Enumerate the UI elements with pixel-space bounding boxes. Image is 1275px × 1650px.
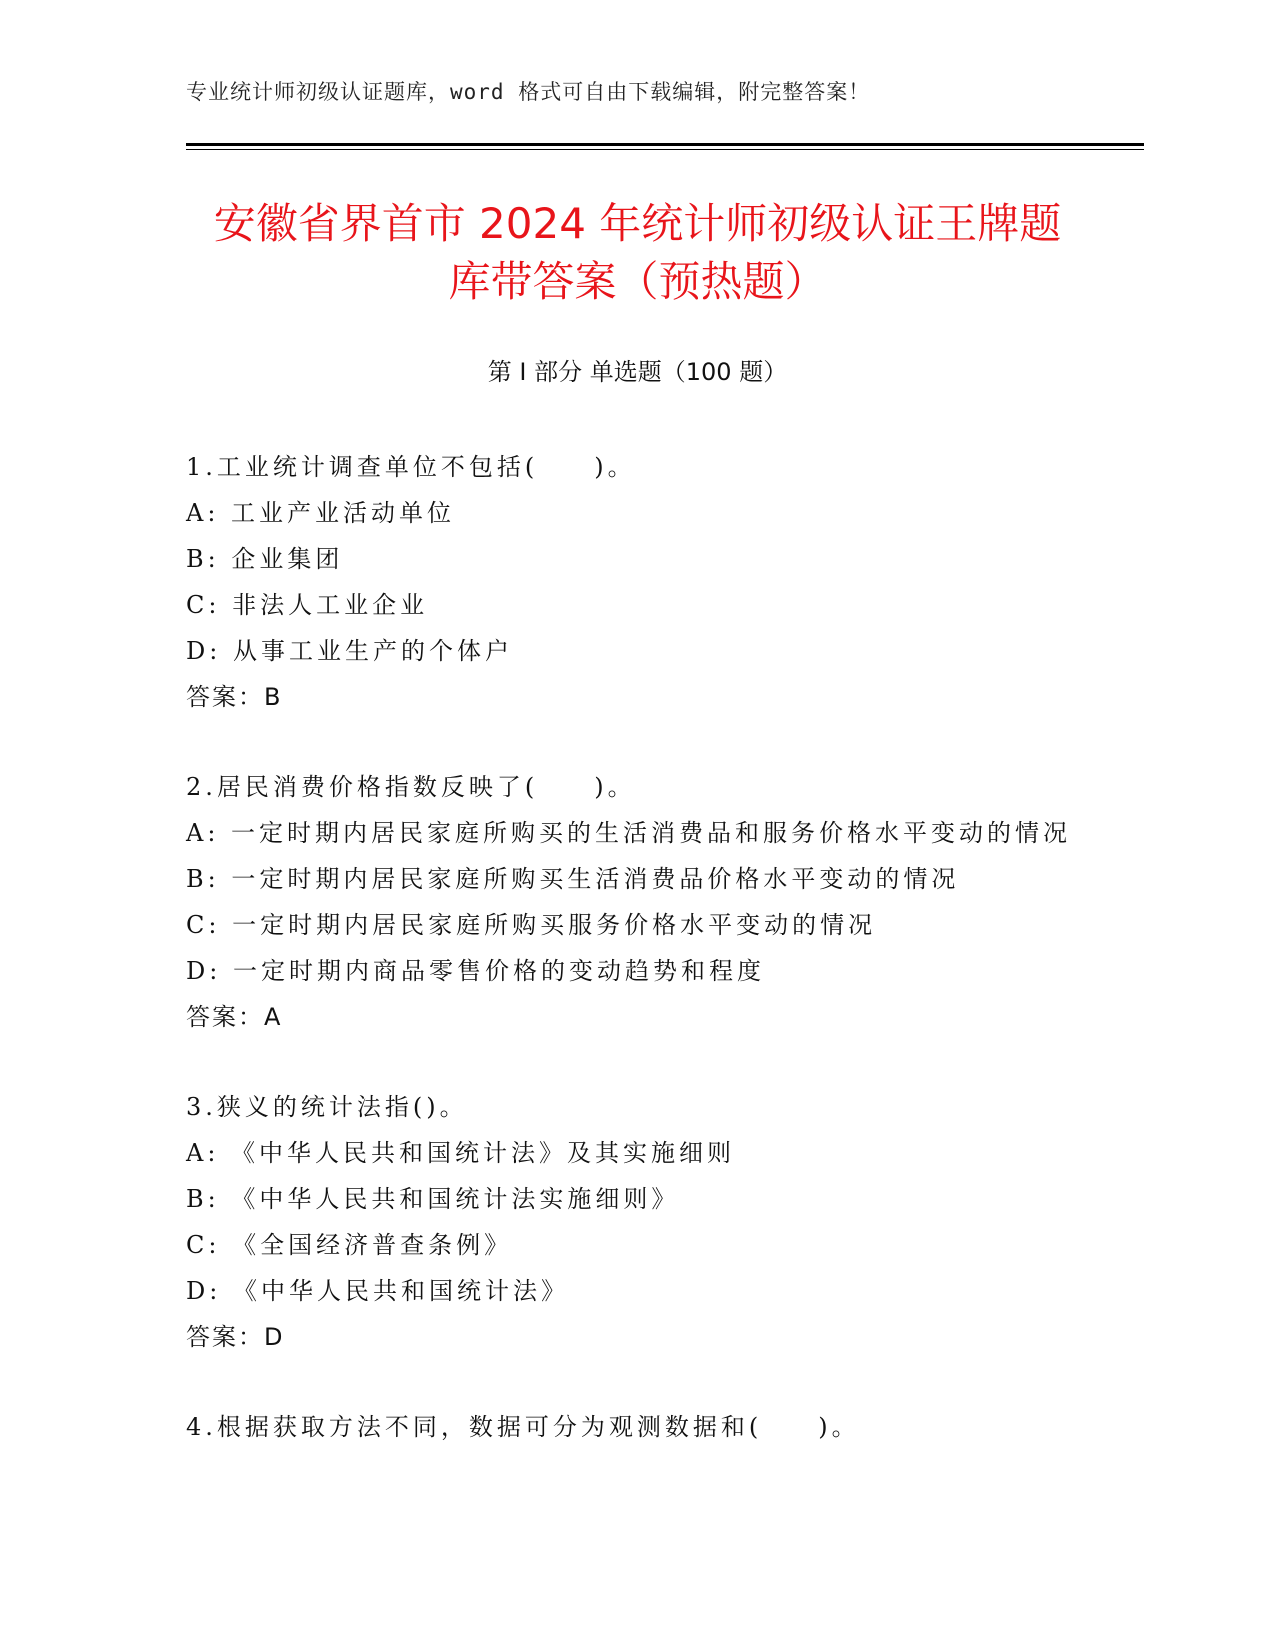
option-b: B: 《中华人民共和国统计法实施细则》 bbox=[186, 1185, 680, 1213]
header-note: 专业统计师初级认证题库，word 格式可自由下载编辑，附完整答案！ bbox=[186, 80, 871, 104]
option-d: D: 《中华人民共和国统计法》 bbox=[186, 1277, 569, 1305]
section-title: 第 I 部分 单选题（100 题） bbox=[487, 358, 788, 386]
option-b: B: 企业集团 bbox=[186, 545, 344, 573]
question-stem: 4.根据获取方法不同，数据可分为观测数据和( )。 bbox=[186, 1413, 860, 1441]
document-title bbox=[150, 195, 1125, 311]
option-b: B: 一定时期内居民家庭所购买生活消费品价格水平变动的情况 bbox=[186, 865, 960, 893]
header-divider-thin bbox=[186, 149, 1144, 150]
option-c: C: 非法人工业企业 bbox=[186, 591, 429, 619]
question-3 bbox=[186, 1084, 1086, 1360]
document-title-line-1: 安徽省界首市 2024 年统计师初级认证王牌题 bbox=[213, 199, 1062, 248]
option-a: A: 工业产业活动单位 bbox=[186, 499, 456, 527]
question-list bbox=[186, 444, 1086, 1494]
question-stem: 1.工业统计调查单位不包括( )。 bbox=[186, 453, 636, 481]
option-a: A: 《中华人民共和国统计法》及其实施细则 bbox=[186, 1139, 736, 1167]
question-2 bbox=[186, 764, 1086, 1040]
answer: 答案：D bbox=[186, 1323, 285, 1351]
document-title-line-2: 库带答案（预热题） bbox=[448, 257, 827, 306]
option-d: D: 一定时期内商品零售价格的变动趋势和程度 bbox=[186, 957, 765, 985]
question-4 bbox=[186, 1404, 1086, 1450]
option-c: C: 《全国经济普查条例》 bbox=[186, 1231, 513, 1259]
option-a: A: 一定时期内居民家庭所购买的生活消费品和服务价格水平变动的情况 bbox=[186, 819, 1072, 847]
answer: 答案：B bbox=[186, 683, 283, 711]
question-stem: 3.狭义的统计法指()。 bbox=[186, 1093, 468, 1121]
question-1 bbox=[186, 444, 1086, 720]
answer: 答案：A bbox=[186, 1003, 283, 1031]
option-d: D: 从事工业生产的个体户 bbox=[186, 637, 513, 665]
header-divider-thick bbox=[186, 143, 1144, 146]
option-c: C: 一定时期内居民家庭所购买服务价格水平变动的情况 bbox=[186, 911, 877, 939]
question-stem: 2.居民消费价格指数反映了( )。 bbox=[186, 773, 636, 801]
